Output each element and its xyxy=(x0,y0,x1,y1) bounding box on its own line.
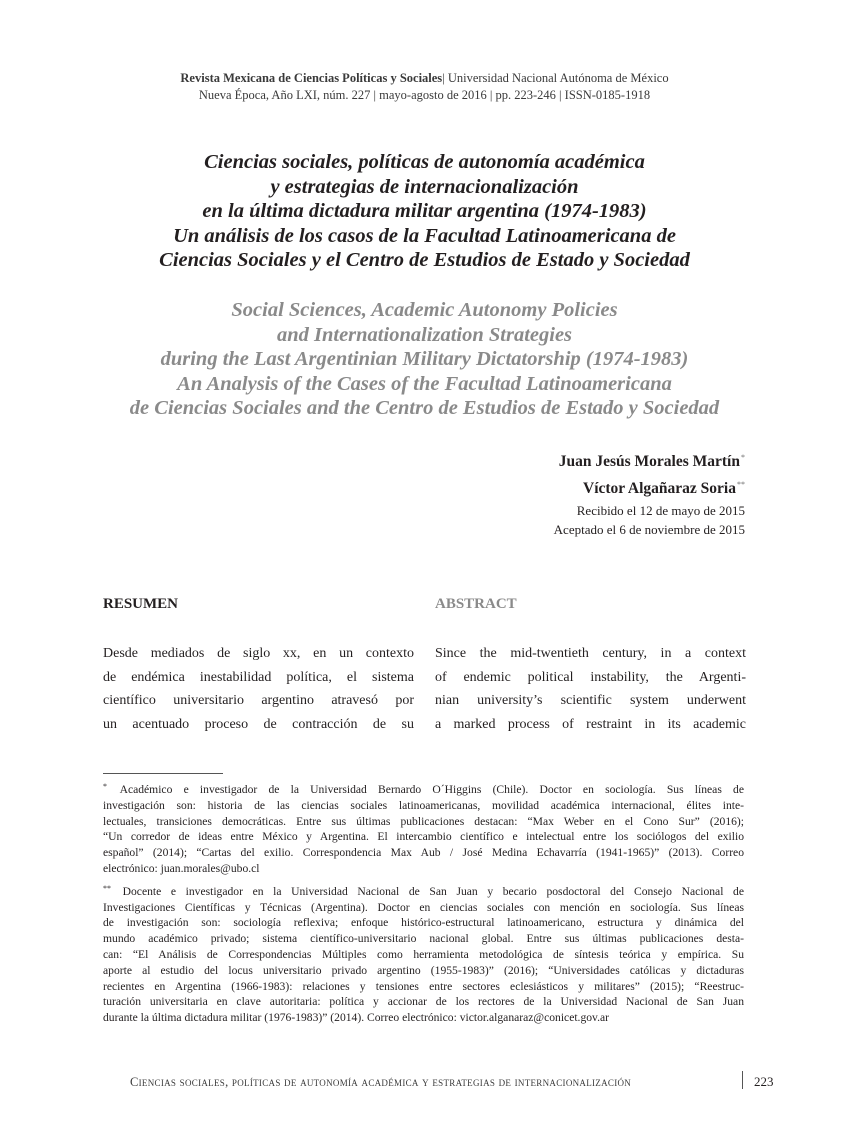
journal-name: Revista Mexicana de Ciencias Políticas y Sociales xyxy=(180,71,443,85)
footnote-line: recientes en Argentina (1966-1983): relaciones y tensiones entre sectores eclesiásticos y militares” (2015); “Reestruc- xyxy=(103,979,744,993)
resumen-body xyxy=(103,642,414,736)
footnote-line xyxy=(103,881,744,900)
resumen-line: de endémica inestabilidad política, el sistema xyxy=(103,669,414,685)
footnote-line: Investigaciones Científicas y Técnicas (Argentina). Doctor en ciencias sociales con mención en sociología. Sus líneas xyxy=(103,900,744,914)
footnote-separator xyxy=(103,773,223,774)
footnote-line: español” (2014); “Cartas del exilio. Correspondencia Max Aub / José Medina Echavarría (1941-1965)” (2013). Correo xyxy=(103,846,744,860)
footnote-line: electrónico: juan.morales@ubo.cl xyxy=(103,861,260,875)
footnote-1 xyxy=(103,779,744,877)
footnote-line: “Un corredor de ideas entre México y Argentina. El intercambio científico e intelectual entre los sociólogos del exilio xyxy=(103,830,744,844)
title-english xyxy=(60,298,789,421)
author xyxy=(559,446,745,473)
abstract-line: Since the mid-twentieth century, in a context xyxy=(435,646,746,661)
abstract-line: a marked process of restraint in its academic xyxy=(435,716,746,732)
title-en-line: An Analysis of the Cases of the Facultad Latinoamericana xyxy=(177,372,672,395)
footnote-line: de investigación son: sociología reflexiva; enfoque histórico-estructural latinoamericano, estructura y dinámica del xyxy=(103,916,744,930)
title-es-line: Un análisis de los casos de la Facultad Latinoamericana de xyxy=(173,224,676,247)
accepted-date: Aceptado el 6 de noviembre de 2015 xyxy=(553,522,745,537)
abstract-heading: ABSTRACT xyxy=(435,596,517,612)
footnote-text: Académico e investigador de la Universidad Bernardo O´Higgins (Chile). Doctor en sociología. Sus líneas de xyxy=(119,783,744,796)
footnote-line: turación universitaria en clave autoritaria: política y accionar de los rectores de la Universidad Nacional de San Juan xyxy=(103,995,744,1009)
footer-divider xyxy=(742,1071,743,1089)
submission-dates xyxy=(554,501,745,539)
footnote-line: durante la última dictadura militar (1976-1983)” (2014). Correo electrónico: victor.alganaraz@conicet.gov.ar xyxy=(103,1011,610,1025)
author-footnote-mark: ** xyxy=(737,480,745,489)
footnote-mark: ** xyxy=(103,883,111,893)
title-spanish xyxy=(60,150,789,273)
footnote-line: mundo académico privado; sistema científico-universitario nacional global. Entre sus últimas publicaciones desta- xyxy=(103,932,744,946)
title-en-line: and Internationalization Strategies xyxy=(276,323,573,346)
footnote-line: investigación son: historia de las ciencias sociales latinoamericanas, movilidad académica internacional, élites inte- xyxy=(103,798,744,812)
journal-institution: | Universidad Nacional Autónoma de México xyxy=(442,71,669,85)
received-date: Recibido el 12 de mayo de 2015 xyxy=(576,503,745,518)
resumen-line: científico universitario argentino atravesó por xyxy=(103,693,414,708)
footnote-text: Docente e investigador en la Universidad Nacional de San Juan y becario posdoctoral del Consejo Nacional de xyxy=(122,884,744,898)
page-number: 223 xyxy=(754,1074,774,1089)
author-footnote-mark: * xyxy=(741,453,745,462)
title-es-line: Ciencias Sociales y el Centro de Estudios de Estado y Sociedad xyxy=(159,249,690,271)
abstract-line: of endemic political instability, the Argenti- xyxy=(435,669,746,685)
abstract-body xyxy=(435,642,746,736)
journal-issue-line: Nueva Época, Año LXI, núm. 227 | mayo-agosto de 2016 | pp. 223-246 | ISSN-0185-1918 xyxy=(198,88,651,102)
author-name: Víctor Algañaraz Soria xyxy=(583,480,736,497)
title-es-line: Ciencias sociales, políticas de autonomía académica xyxy=(204,151,645,173)
author-list xyxy=(559,446,745,500)
title-en-line: de Ciencias Sociales and the Centro de Estudios de Estado y Sociedad xyxy=(129,397,720,419)
footnote-line: can: “El Análisis de Correspondencias Múltiples como herramienta metodológica de síntesis teórica y empírica. Su xyxy=(103,947,744,961)
resumen-line: un acentuado proceso de contracción de su xyxy=(103,716,414,732)
running-title: Ciencias sociales, políticas de autonomía académica y estrategias de internacionalización xyxy=(130,1075,632,1089)
journal-header-line-1 xyxy=(0,70,849,87)
footnote-line xyxy=(103,779,744,798)
author-name: Juan Jesús Morales Martín xyxy=(558,453,740,470)
footnotes xyxy=(103,779,744,1030)
footnote-line: aporte al estudio del locus universitario privado argentino (1955-1983)” (2016); “Universidades católicas y dictaduras xyxy=(103,963,744,977)
footnote-2 xyxy=(103,881,744,1026)
title-es-line: en la última dictadura militar argentina (1974-1983) xyxy=(202,200,647,222)
footnote-mark: * xyxy=(103,782,107,791)
title-es-line: y estrategias de internacionalización xyxy=(270,175,579,198)
journal-header xyxy=(0,70,849,104)
abstract-line: nian university’s scientific system underwent xyxy=(435,693,746,708)
title-en-line: Social Sciences, Academic Autonomy Policies xyxy=(231,299,618,321)
title-en-line: during the Last Argentinian Military Dictatorship (1974-1983) xyxy=(160,348,689,370)
resumen-heading: RESUMEN xyxy=(103,596,179,612)
resumen-line: Desde mediados de siglo xx, en un contexto xyxy=(103,646,414,661)
footnote-line: lectuales, transiciones democráticas. Entre sus últimas publicaciones destacan: “Max Weber en el Cono Sur” (2016); xyxy=(103,814,744,828)
author xyxy=(559,473,745,500)
